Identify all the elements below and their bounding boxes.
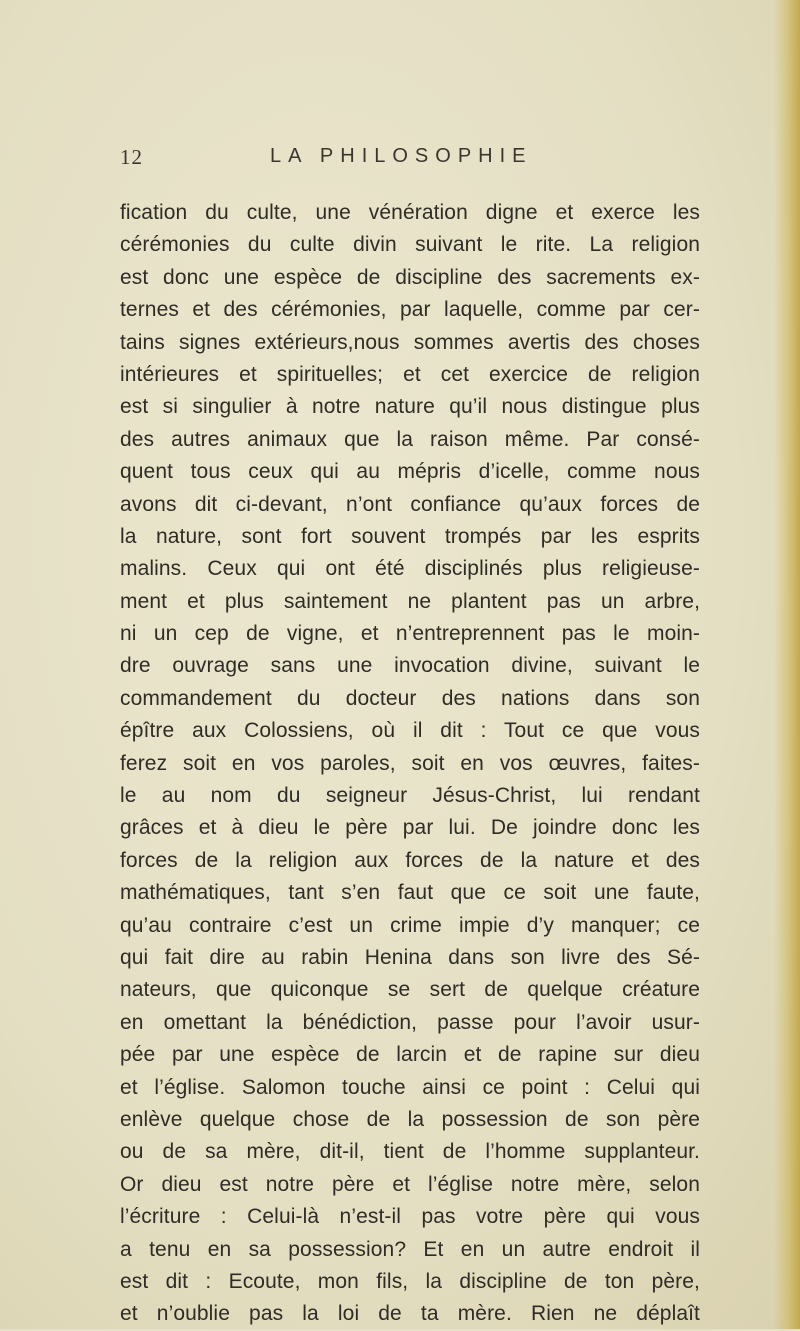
body-text	[120, 197, 700, 1331]
text-line: l’écriture : Celui-là n’est-il pas votre père qui vous	[120, 1205, 700, 1229]
text-line: est si singulier à notre nature qu’il nous distingue plus	[120, 395, 700, 419]
text-line: est donc une espèce de discipline des sacrements ex-	[120, 265, 700, 289]
text-line: ternes et des cérémonies, par laquelle, comme par cer-	[120, 298, 700, 322]
text-line: avons dit ci-devant, n’ont confiance qu’aux forces de	[120, 492, 700, 516]
text-line: Or dieu est notre père et l’église notre mère, selon	[120, 1172, 700, 1196]
page-number: 12	[120, 145, 143, 169]
page-edge-shadow	[774, 0, 800, 1329]
running-head	[120, 145, 700, 175]
text-line: tains signes extérieurs,nous sommes avertis des choses	[120, 330, 700, 354]
text-line: et n’oublie pas la loi de ta mère. Rien ne déplaît	[120, 1302, 700, 1326]
text-line: la nature, sont fort souvent trompés par les esprits	[120, 524, 700, 548]
text-line: et l’église. Salomon touche ainsi ce point : Celui qui	[120, 1075, 700, 1099]
text-line: pée par une espèce de larcin et de rapine sur dieu	[120, 1043, 700, 1067]
text-line: est dit : Ecoute, mon fils, la discipline de ton père,	[120, 1269, 700, 1293]
text-line: quent tous ceux qui au mépris d’icelle, comme nous	[120, 460, 700, 484]
running-title: LA PHILOSOPHIE	[270, 145, 533, 167]
text-line: ni un cep de vigne, et n’entreprennent pas le moin-	[120, 622, 700, 646]
text-line: intérieures et spirituelles; et cet exercice de religion	[120, 362, 700, 386]
text-line: nateurs, que quiconque se sert de quelque créature	[120, 978, 700, 1002]
text-line: qui fait dire au rabin Henina dans son livre des Sé-	[120, 945, 700, 969]
text-line: mathématiques, tant s’en faut que ce soit une faute,	[120, 881, 700, 905]
text-line: épître aux Colossiens, où il dit : Tout ce que vous	[120, 719, 700, 743]
text-line: commandement du docteur des nations dans son	[120, 686, 700, 710]
text-line: qu’au contraire c’est un crime impie d’y manquer; ce	[120, 913, 700, 937]
text-line: ou de sa mère, dit-il, tient de l’homme supplanteur.	[120, 1140, 700, 1164]
text-line: des autres animaux que la raison même. Par consé-	[120, 427, 700, 451]
text-line: malins. Ceux qui ont été disciplinés plus religieuse-	[120, 557, 700, 581]
text-line: grâces et à dieu le père par lui. De joindre donc les	[120, 816, 700, 840]
text-line: enlève quelque chose de la possession de son père	[120, 1107, 700, 1131]
text-line: le au nom du seigneur Jésus-Christ, lui rendant	[120, 784, 700, 808]
text-line: dre ouvrage sans une invocation divine, suivant le	[120, 654, 700, 678]
text-line: en omettant la bénédiction, passe pour l’avoir usur-	[120, 1010, 700, 1034]
text-line: cérémonies du culte divin suivant le rite. La religion	[120, 233, 700, 257]
text-line: forces de la religion aux forces de la nature et des	[120, 848, 700, 872]
text-line: ferez soit en vos paroles, soit en vos œuvres, faites-	[120, 751, 700, 775]
text-line: fication du culte, une vénération digne et exerce les	[120, 201, 700, 224]
text-line: ment et plus saintement ne plantent pas un arbre,	[120, 589, 700, 613]
text-line: a tenu en sa possession? Et en un autre endroit il	[120, 1237, 700, 1261]
